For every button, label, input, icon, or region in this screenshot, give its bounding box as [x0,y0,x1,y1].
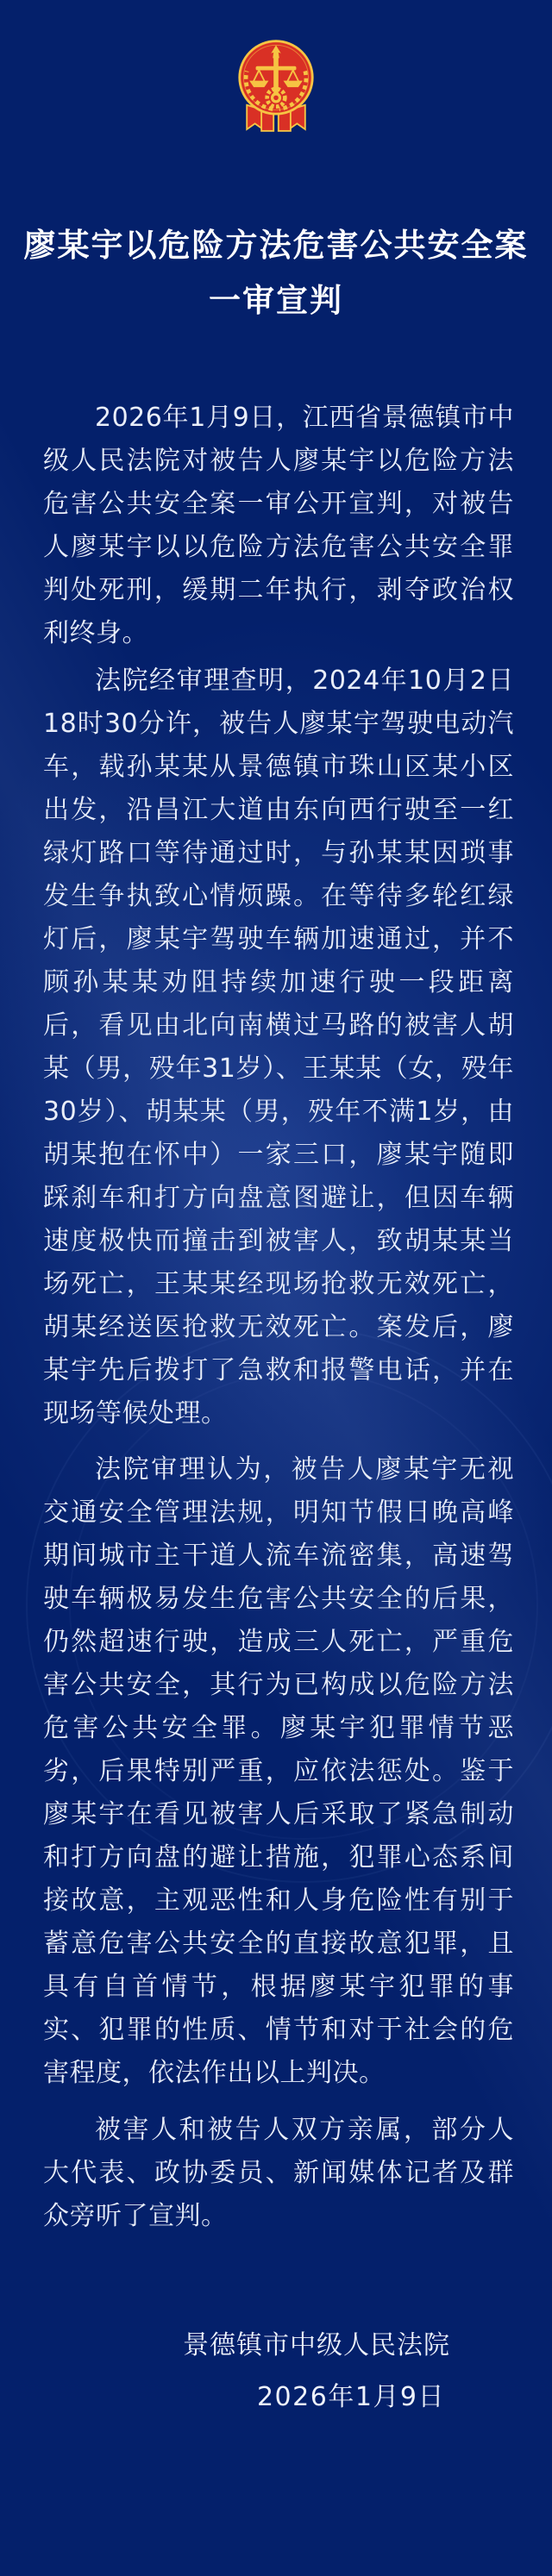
paragraph-attendees: 被害人和被告人双方亲属，部分人大代表、政协委员、新闻媒体记者及群众旁听了宣判。 [43,2115,514,2231]
signature-date: 2026年1月9日 [256,2382,445,2412]
paragraph-court-opinion: 法院审理认为，被告人廖某宇无视交通安全管理法规，明知节假日晚高峰期间城市主干道人流车流密集，高速驾驶车辆极易发生危害公共安全的后果，仍然超速行驶，造成三人死亡，严重危害公共安全，其行为已构成以危险方法危害公共安全罪。廖某宇犯罪情节恶劣，后果特别严重，应依法惩处。鉴于廖某宇在看见被害人后采取了紧急制动和打方向盘的避让措施，犯罪心态系间接故意，主观恶性和人身危险性有别于蓄意危害公共安全的直接故意犯罪，且具有自首情节，根据廖某宇犯罪的事实、犯罪的性质、情节和对于社会的危害程度，依法作出以上判决。 [43,1454,514,2088]
signature-block [183,2320,450,2423]
signature-court-name: 景德镇市中级人民法院 [183,2330,450,2360]
paragraph-judgment-summary: 2026年1月9日，江西省景德镇市中级人民法院对被告人廖某宇以危险方法危害公共安全案一审公开宣判，对被告人廖某宇以以危险方法危害公共安全罪判处死刑，缓期二年执行，剥夺政治权利终身。 [43,403,514,648]
paragraph-facts-found: 法院经审理查明，2024年10月2日18时30分许，被告人廖某宇驾驶电动汽车，载孙某某从景德镇市珠山区某小区出发，沿昌江大道由东向西行驶至一红绿灯路口等待通过时，与孙某某因琐事发生争执致心情烦躁。在等待多轮红绿灯后，廖某宇驾驶车辆加速通过，并不顾孙某某劝阻持续加速行驶一段距离后，看见由北向南横过马路的被害人胡某（男，殁年31岁）、王某某（女，殁年30岁）、胡某某（男，殁年不满1岁，由胡某抱在怀中）一家三口，廖某宇随即踩刹车和打方向盘意图避让，但因车辆速度极快而撞击到被害人，致胡某某当场死亡，王某某经现场抢救无效死亡，胡某经送医抢救无效死亡。案发后，廖某宇先后拨打了急救和报警电话，并在现场等候处理。 [43,666,514,1429]
announcement-title [0,218,552,328]
announcement-title-line2: 一审宣判 [209,282,343,319]
announcement-title-line1: 廖某宇以危险方法危害公共安全案 [23,227,529,264]
court-emblem-icon [235,37,317,142]
